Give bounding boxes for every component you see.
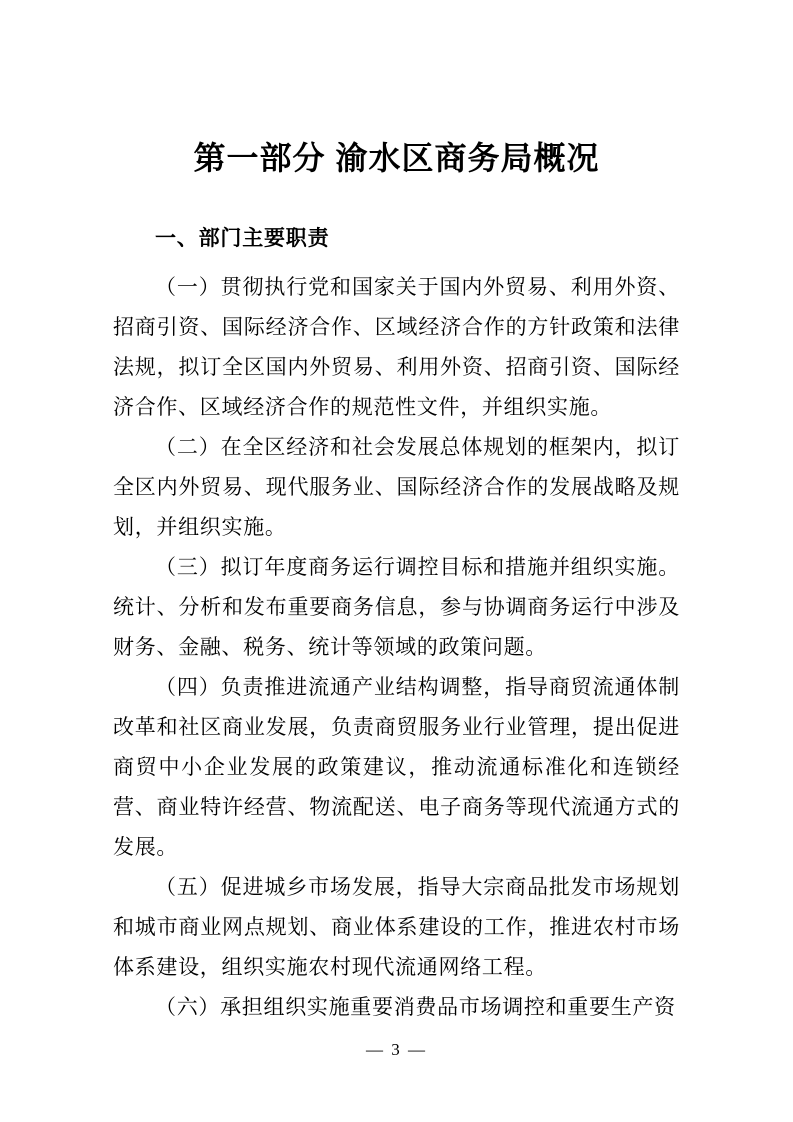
page-title: 第一部分 渝水区商务局概况 bbox=[193, 140, 600, 176]
paragraph: （二）在全区经济和社会发展总体规划的框架内，拟订全区内外贸易、现代服务业、国际经济合作的发展战略及规划，并组织实施。 bbox=[113, 435, 680, 539]
document-body bbox=[0, 225, 793, 1027]
paragraph: （三）拟订年度商务运行调控目标和措施并组织实施。统计、分析和发布重要商务信息，参与协调商务运行中涉及财务、金融、税务、统计等领域的政策问题。 bbox=[113, 555, 680, 659]
paragraph: （六）承担组织实施重要消费品市场调控和重要生产资 bbox=[155, 995, 676, 1019]
paragraph: （五）促进城乡市场发展，指导大宗商品批发市场规划和城市商业网点规划、商业体系建设的工作，推进农村市场体系建设，组织实施农村现代流通网络工程。 bbox=[113, 875, 680, 979]
paragraph: （一）贯彻执行党和国家关于国内外贸易、利用外资、招商引资、国际经济合作、区域经济合作的方针政策和法律法规，拟订全区国内外贸易、利用外资、招商引资、国际经济合作、区域经济合作的规范性文件，并组织实施。 bbox=[113, 275, 680, 419]
section-heading: 一、部门主要职责 bbox=[155, 227, 330, 250]
paragraph-list bbox=[113, 267, 680, 1027]
paragraph: （四）负责推进流通产业结构调整，指导商贸流通体制改革和社区商业发展，负责商贸服务业行业管理，提出促进商贸中小企业发展的政策建议，推动流通标准化和连锁经营、商业特许经营、物流配送、电子商务等现代流通方式的发展。 bbox=[113, 675, 680, 859]
page-number: — 3 — bbox=[366, 1040, 427, 1059]
